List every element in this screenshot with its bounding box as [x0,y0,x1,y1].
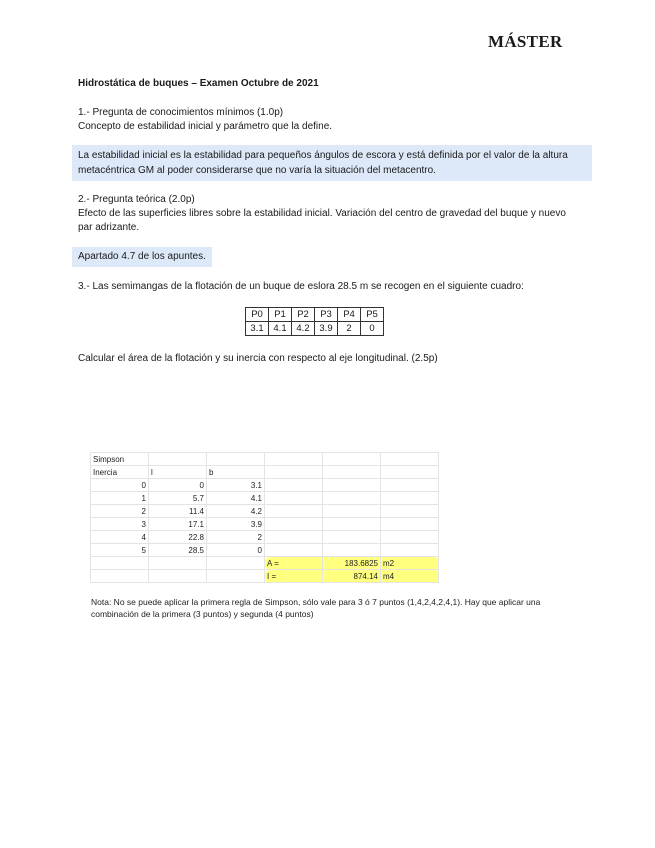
header-inercia: Inercia [91,466,149,479]
question-1 [78,106,578,134]
table-row [246,322,384,336]
cell-l: 28.5 [149,544,207,557]
cell-l: 22.8 [149,531,207,544]
question-3-text: 3.- Las semimangas de la flotación de un buque de eslora 28.5 m se recogen en el siguiente cuadro: [78,281,524,292]
table-row [91,466,439,479]
table-row [91,479,439,492]
table-header-cell: P3 [315,308,338,322]
cell-b: 2 [207,531,265,544]
question-2-text: Efecto de las superficies libres sobre la estabilidad inicial. Variación del centro de gravedad del buque y nuevo par adrizante. [78,208,566,233]
simpson-spreadsheet [90,452,439,583]
table-row [91,570,439,583]
answer-2: Apartado 4.7 de los apuntes. [72,247,212,267]
table-cell: 4.2 [292,322,315,336]
table-row [91,557,439,570]
inertia-value: 874.14 [323,570,381,583]
cell-b: 4.2 [207,505,265,518]
table-cell: 4.1 [269,322,292,336]
question-2 [78,193,578,235]
cell-b: 3.9 [207,518,265,531]
cell-l: 17.1 [149,518,207,531]
question-1-heading: 1.- Pregunta de conocimientos mínimos (1.0p) [78,107,284,118]
question-1-text: Concepto de estabilidad inicial y parámetro que la define. [78,121,333,132]
simpson-note: Nota: No se puede aplicar la primera regla de Simpson, sólo vale para 3 ó 7 puntos (1,4,2,4,2,4,1). Hay que aplicar una combinación de la primera (3 puntos) y segunda (4 puntos) [91,597,541,619]
table-header-cell: P2 [292,308,315,322]
semimangas-table [245,307,384,336]
question-2-heading: 2.- Pregunta teórica (2.0p) [78,194,195,205]
cell-b: 4.1 [207,492,265,505]
cell-index: 2 [91,505,149,518]
table-header-cell: P5 [361,308,384,322]
cell-b: 0 [207,544,265,557]
inertia-label: I = [265,570,323,583]
table-cell: 0 [361,322,384,336]
table-row [91,544,439,557]
cell-l: 5.7 [149,492,207,505]
area-label: A = [265,557,323,570]
area-unit: m2 [381,557,439,570]
header-l: l [149,466,207,479]
cell-l: 0 [149,479,207,492]
header-b: b [207,466,265,479]
table-header-cell: P4 [338,308,361,322]
cell-index: 3 [91,518,149,531]
area-value: 183.6825 [323,557,381,570]
cell-index: 5 [91,544,149,557]
table-header-cell: P0 [246,308,269,322]
brand-title: MÁSTER [488,32,563,51]
table-header-row [246,308,384,322]
exam-title: Hidrostática de buques – Examen Octubre de 2021 [78,78,319,89]
table-cell: 3.9 [315,322,338,336]
answer-1: La estabilidad inicial es la estabilidad para pequeños ángulos de escora y está definida por el valor de la altura metacéntrica GM al poder considerarse que no varía la situación del metacentro. [72,145,592,181]
question-3-calc: Calcular el área de la flotación y su inercia con respecto al eje longitudinal. (2.5p) [78,353,438,364]
sheet-title: Simpson [91,453,149,466]
cell-l: 11.4 [149,505,207,518]
table-header-cell: P1 [269,308,292,322]
cell-index: 1 [91,492,149,505]
table-row [91,518,439,531]
table-row [91,505,439,518]
table-row [91,531,439,544]
cell-index: 4 [91,531,149,544]
table-cell: 3.1 [246,322,269,336]
inertia-unit: m4 [381,570,439,583]
table-row [91,492,439,505]
cell-index: 0 [91,479,149,492]
cell-b: 3.1 [207,479,265,492]
table-cell: 2 [338,322,361,336]
table-row [91,453,439,466]
